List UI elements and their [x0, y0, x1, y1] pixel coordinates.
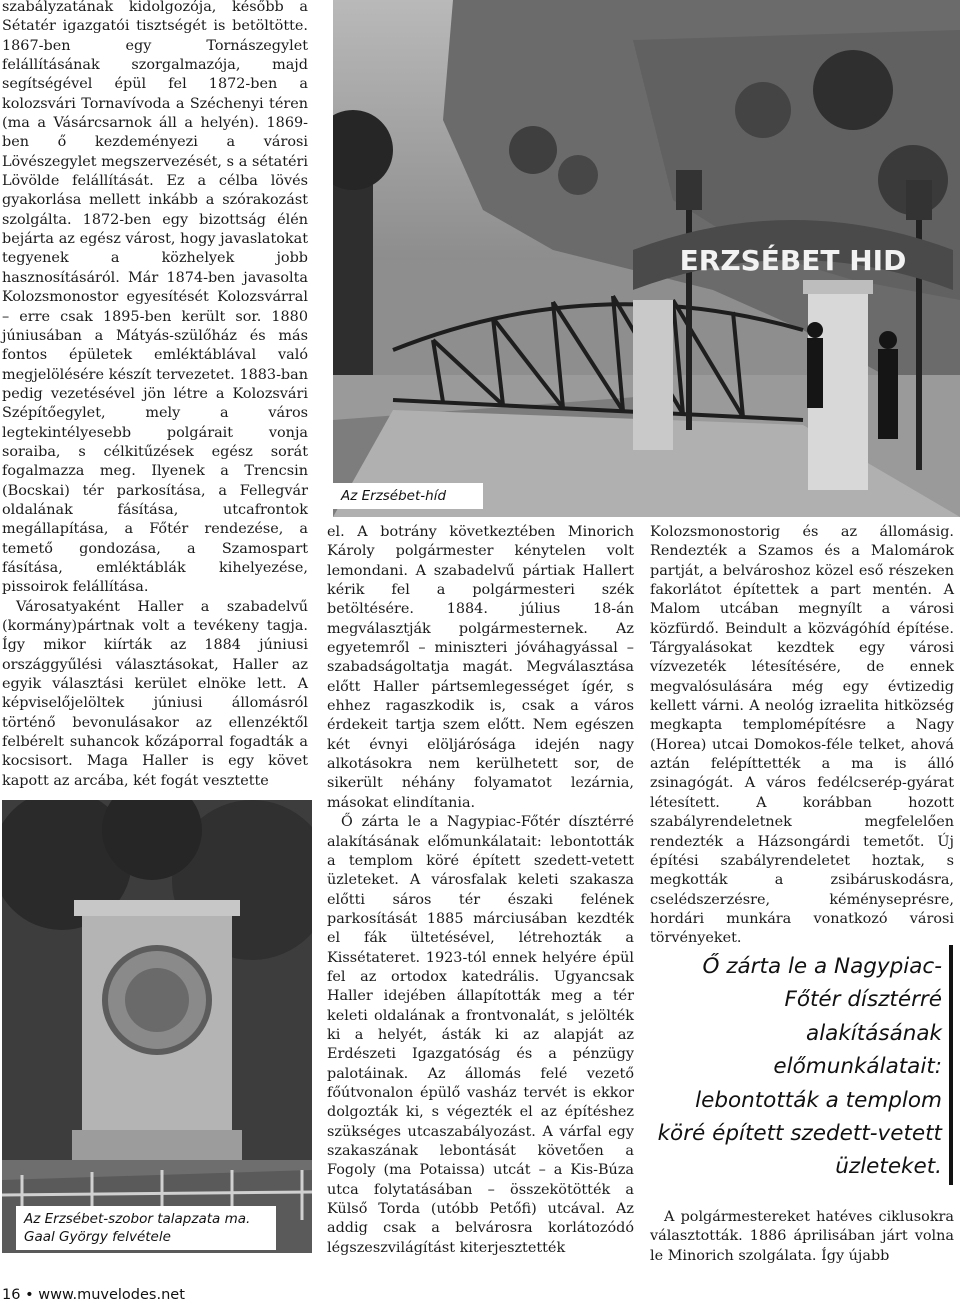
statue-photo-caption	[16, 1206, 276, 1250]
left-paragraph-1: szabályzatának kidolgozója, később a Sétatér igazgatói tisztségét is betöltötte. 1867-ben egy Tornászegylet felállításának szorgalmazója, majd segítségével épül fel 1872-ben a kolozsvári Tornavívoda a Széchenyi téren (ma a Vásárcsarnok áll a helyén). 1869-ben ő kezdeményezi a városi Lövészegylet megszervezését, s a sétatéri Lövölde felállítását. Ez a célba lövés gyakorlása mellett inkább a szórakozást szolgálta. 1872-ben egy bizottság élén bejárta az egész várost, hogy javaslatokat tegyenek a közhelyek jobb hasznosításáról. Már 1874-ben javasolta Kolozsmonostor egyesítését Kolozsvárral – erre csak 1895-ben került sor. 1880 júniusában a Mátyás-szülőház és más fontos épületek emléktáblával való megjelölésére készít tervezetet. 1883-ban pedig vezetésével jön létre a Kolozsvári Szépítőegylet, mely a város legtekintélyesebb polgárait vonja soraiba, s célkitűzések egész sorát fogalmazza meg. Ilyenek a Trencsin (Bocskai) tér parkosítása, a Fellegvár oldalának fásítása, utcafrontok megállapítása, a Főtér rendezése, a temető gondozása, a Szamospart fásítása, emléktáblák kihelyezése, pissoirok felállítása.	[2, 0, 308, 596]
bridge-photo-caption: Az Erzsébet-híd	[333, 483, 483, 509]
page-footer	[2, 1287, 185, 1303]
bridge-photo-illustration	[333, 0, 960, 517]
left-paragraph-2: Városatyaként Haller a szabadelvű (kormány)pártnak volt a tevékeny tagja. Így mikor kiírták az 1884 júniusi országgyűlési választásokat, Haller az egyik választási kerület elnöke lett. A képviselőjelöltek júniusi állomásról történő bevonulásakor az ellenzéktől felbérelt suhancok kőzáporral fogadták a kocsisort. Maga Haller is egy követ kapott az arcába, két fogát vesztette	[2, 598, 308, 789]
erzsebet-bridge-photo	[333, 0, 960, 517]
right-paragraph-2: A polgármestereket hatéves ciklusokra választották. 1886 áprilisában járt volna le Minorich szolgálata. Így újabb	[650, 1209, 954, 1264]
erzsebet-statue-pedestal-photo	[2, 800, 312, 1253]
right-paragraph-1: Kolozsmonostorig és az állomásig. Rendezték a Szamos és a Malomárok partját, a belvároshoz közel eső részeken fakorlátot építettek a part mentén. A Malom utcában megnyílt a városi közfürdő. Beindult a közvágóhíd építése. Tárgyalásokat kezdtek egy városi vízvezeték létesítésére, de ennek megvalósulására még egy évtizedig kellett várni. A neológ izraelita hitközség megkapta templomépítésre a Nagy (Horea) utcai Domokos-féle telket, ahová aztán felépíttették a ma is álló zsinagógát. A város fedélcserép-gyárat létesített. A korábban hozott szabályrendeletnek megfelelően rendezték a Házsongárdi temetőt. Új építési szabályrendeletet hoztak, s megkották a zsibáruskodásra, cselédszerzésre, kéményseprésre, hordári munkára vonatkozó városi törvényeket.	[650, 524, 954, 947]
statue-caption-line-1: Az Erzsébet-szobor talapzata ma.	[24, 1211, 251, 1227]
pull-quote: Ő zárta le a Nagypiac-Főtér dísztérré alakításának előmunkálatait: lebontották a templom köré épített szedett-vetett üzleteket.	[657, 954, 942, 1180]
statue-photo-illustration	[2, 800, 312, 1253]
right-column-text	[650, 523, 954, 949]
middle-column-text	[327, 523, 634, 1258]
middle-paragraph-2: Ő zárta le a Nagypiac-Főtér dísztérré alakításának előmunkálatait: lebontották a templom köré épített szedett-vetett üzleteket. A városfalak keleti szakasza előtti sáros tér északi felének parkosítását 1885 márciusában kezdték el fák ültetésével, létrehozták a Kissétateret. 1923-tól ennek helyére épül fel az ortodox katedrális. Ugyancsak Haller idejében állapították meg a tér keleti oldalának a frontvonalát, s jelölték ki a helyét, ásták ki az alapját az Erdészeti Igazgatóság és a pénzügy palotáinak. Az állomás felé vezető főútvonalon épülő vasház tervét is ekkor dolgozták ki, s végezték el az építéshez szükséges utcaszabályozást. A várfal egy szakaszának lebontását követően a Fogoly (ma Potaissa) utcát – a Kis-Búza utca folytatásában – összekötötték a Külső Torda (utóbb Petőfi) utcával. Az addig csak a belvárosra korlátozódó légszeszvilágítást kiterjesztették	[327, 814, 634, 1256]
right-column-bottom-text	[650, 1208, 954, 1266]
middle-paragraph-1: el. A botrány következtében Minorich Károly polgármester kénytelen volt lemondani. A szabadelvű pártiak Hallert kérik fel a polgármesteri szék betöltésére. 1884. július 18-án megválasztják polgármesternek. Az egyetemről – miniszteri jóváhagyással – szabadságoltatja magát. Megválasztása előtt Haller pártsemlegességet ígér, s ehhez ragaszkodik is, csak a város érdekeit tartja szem előtt. Nem egészen két évnyi elöljárósága idején nagy alkotásokra nem kerülhetett sor, de sikerült néhány folyamatot lezárnia, másokat elindítania.	[327, 524, 634, 811]
site-url: www.muvelodes.net	[38, 1287, 185, 1303]
page-number: 16	[2, 1287, 21, 1303]
left-column-text	[2, 0, 308, 791]
pull-quote-rule	[949, 945, 953, 1185]
bridge-sign-text: ERZSÉBET HID	[679, 244, 907, 277]
footer-bullet: •	[25, 1287, 34, 1303]
statue-caption-line-2: Gaal György felvétele	[24, 1229, 171, 1245]
